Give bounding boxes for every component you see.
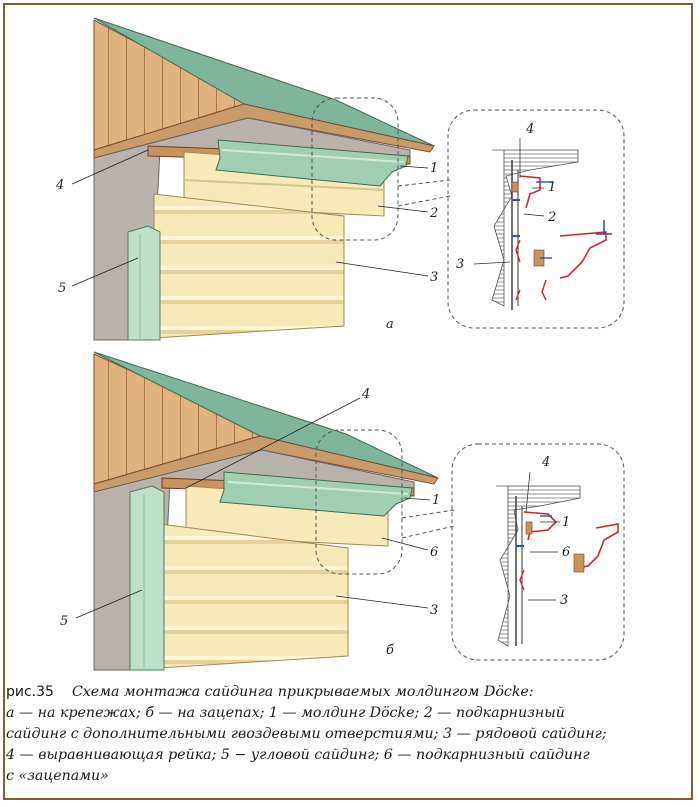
- caption-line-3: сайдинг с дополнительными гвоздевыми отверстиями; 3 — рядовой сайдинг;: [6, 726, 607, 742]
- figure-a: [55, 18, 450, 340]
- corner-siding-a: [128, 226, 160, 340]
- detail-b-label-3: 3: [560, 593, 569, 608]
- label-3-a: 3: [430, 270, 439, 285]
- label-5-a: 5: [58, 281, 67, 296]
- caption-line-4: 4 — выравнивающая рейка; 5 − угловой сайдинг; 6 — подкарнизный сайдинг: [6, 747, 590, 763]
- caption-line-5: с «зацепами»: [6, 768, 109, 784]
- label-4-b: 4: [362, 387, 371, 402]
- detail-b-label-6: 6: [562, 545, 571, 560]
- label-1-a: 1: [430, 161, 439, 176]
- detail-a: [448, 110, 624, 328]
- corner-siding-b: [130, 486, 164, 670]
- detail-a-label-1: 1: [548, 180, 557, 195]
- caption-title: Схема монтажа сайдинга прикрываемых молдингом Döcke:: [71, 684, 534, 700]
- figure-letter-b: б: [386, 643, 394, 658]
- detail-a-label-2: 2: [548, 210, 557, 225]
- label-5-b: 5: [60, 614, 69, 629]
- caption-line-1: [6, 682, 692, 703]
- detail-b-label-1: 1: [562, 515, 571, 530]
- caption-line-2: а — на крепежах; б — на зацепах; 1 — молдинг Döcke; 2 — подкарнизный: [6, 705, 565, 721]
- siding-panels-b: [160, 524, 348, 668]
- figure-letter-a: а: [386, 317, 394, 332]
- label-2-a: 2: [430, 206, 439, 221]
- figure-caption: [6, 682, 692, 787]
- detail-b: [452, 444, 624, 660]
- detail-a-label-4: 4: [526, 122, 535, 137]
- label-1-b: 1: [432, 493, 441, 508]
- detail-a-label-3: 3: [456, 257, 465, 272]
- figure-b: [60, 352, 454, 670]
- detail-b-label-4: 4: [542, 455, 551, 470]
- siding-panels-a: [154, 194, 344, 338]
- figure-number: рис.35: [6, 684, 54, 700]
- label-3-b: 3: [430, 603, 439, 618]
- label-6-b: 6: [430, 545, 439, 560]
- label-4-a: 4: [56, 178, 65, 193]
